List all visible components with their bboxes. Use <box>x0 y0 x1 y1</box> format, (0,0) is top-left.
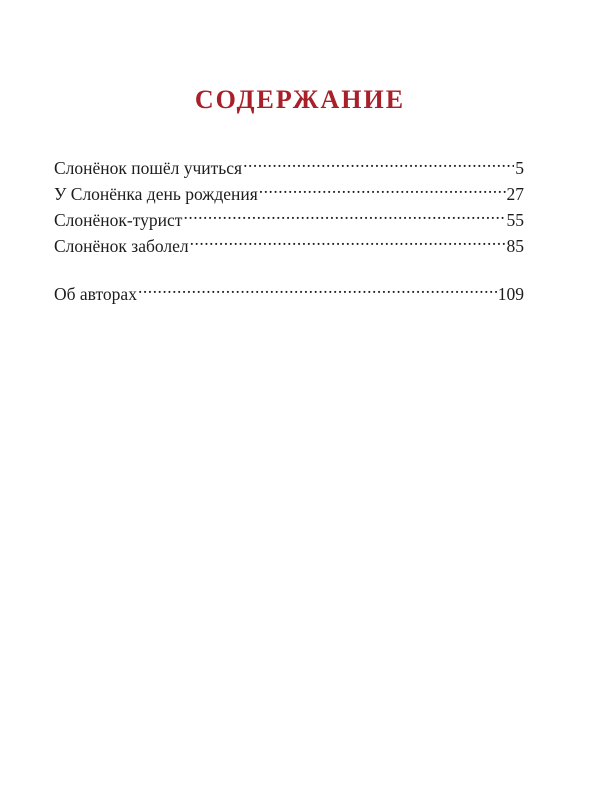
toc-leader-dots <box>259 174 506 200</box>
toc-entry[interactable] <box>54 274 524 304</box>
toc-entry-label: Слонёнок-турист <box>54 210 183 230</box>
table-of-contents <box>54 148 524 304</box>
toc-leader-dots <box>243 148 514 174</box>
toc-leader-dots <box>183 200 505 226</box>
toc-entry-page: 5 <box>515 158 524 178</box>
toc-entry-page: 109 <box>497 284 524 304</box>
page-title: СОДЕРЖАНИЕ <box>194 85 406 114</box>
toc-entry[interactable] <box>54 148 524 178</box>
toc-leader-dots <box>190 226 506 252</box>
toc-entry-page: 27 <box>506 184 524 204</box>
toc-stories-group <box>54 148 524 256</box>
toc-entry-label: Слонёнок пошёл учиться <box>54 158 243 178</box>
toc-entry-page: 55 <box>506 210 524 230</box>
toc-entry-label: Об авторах <box>54 284 137 304</box>
toc-extra-group <box>54 274 524 304</box>
toc-entry-label: Слонёнок заболел <box>54 236 189 256</box>
toc-leader-dots <box>138 274 497 300</box>
toc-entry-label: У Слонёнка день рождения <box>54 184 258 204</box>
toc-entry-page: 85 <box>506 236 524 256</box>
